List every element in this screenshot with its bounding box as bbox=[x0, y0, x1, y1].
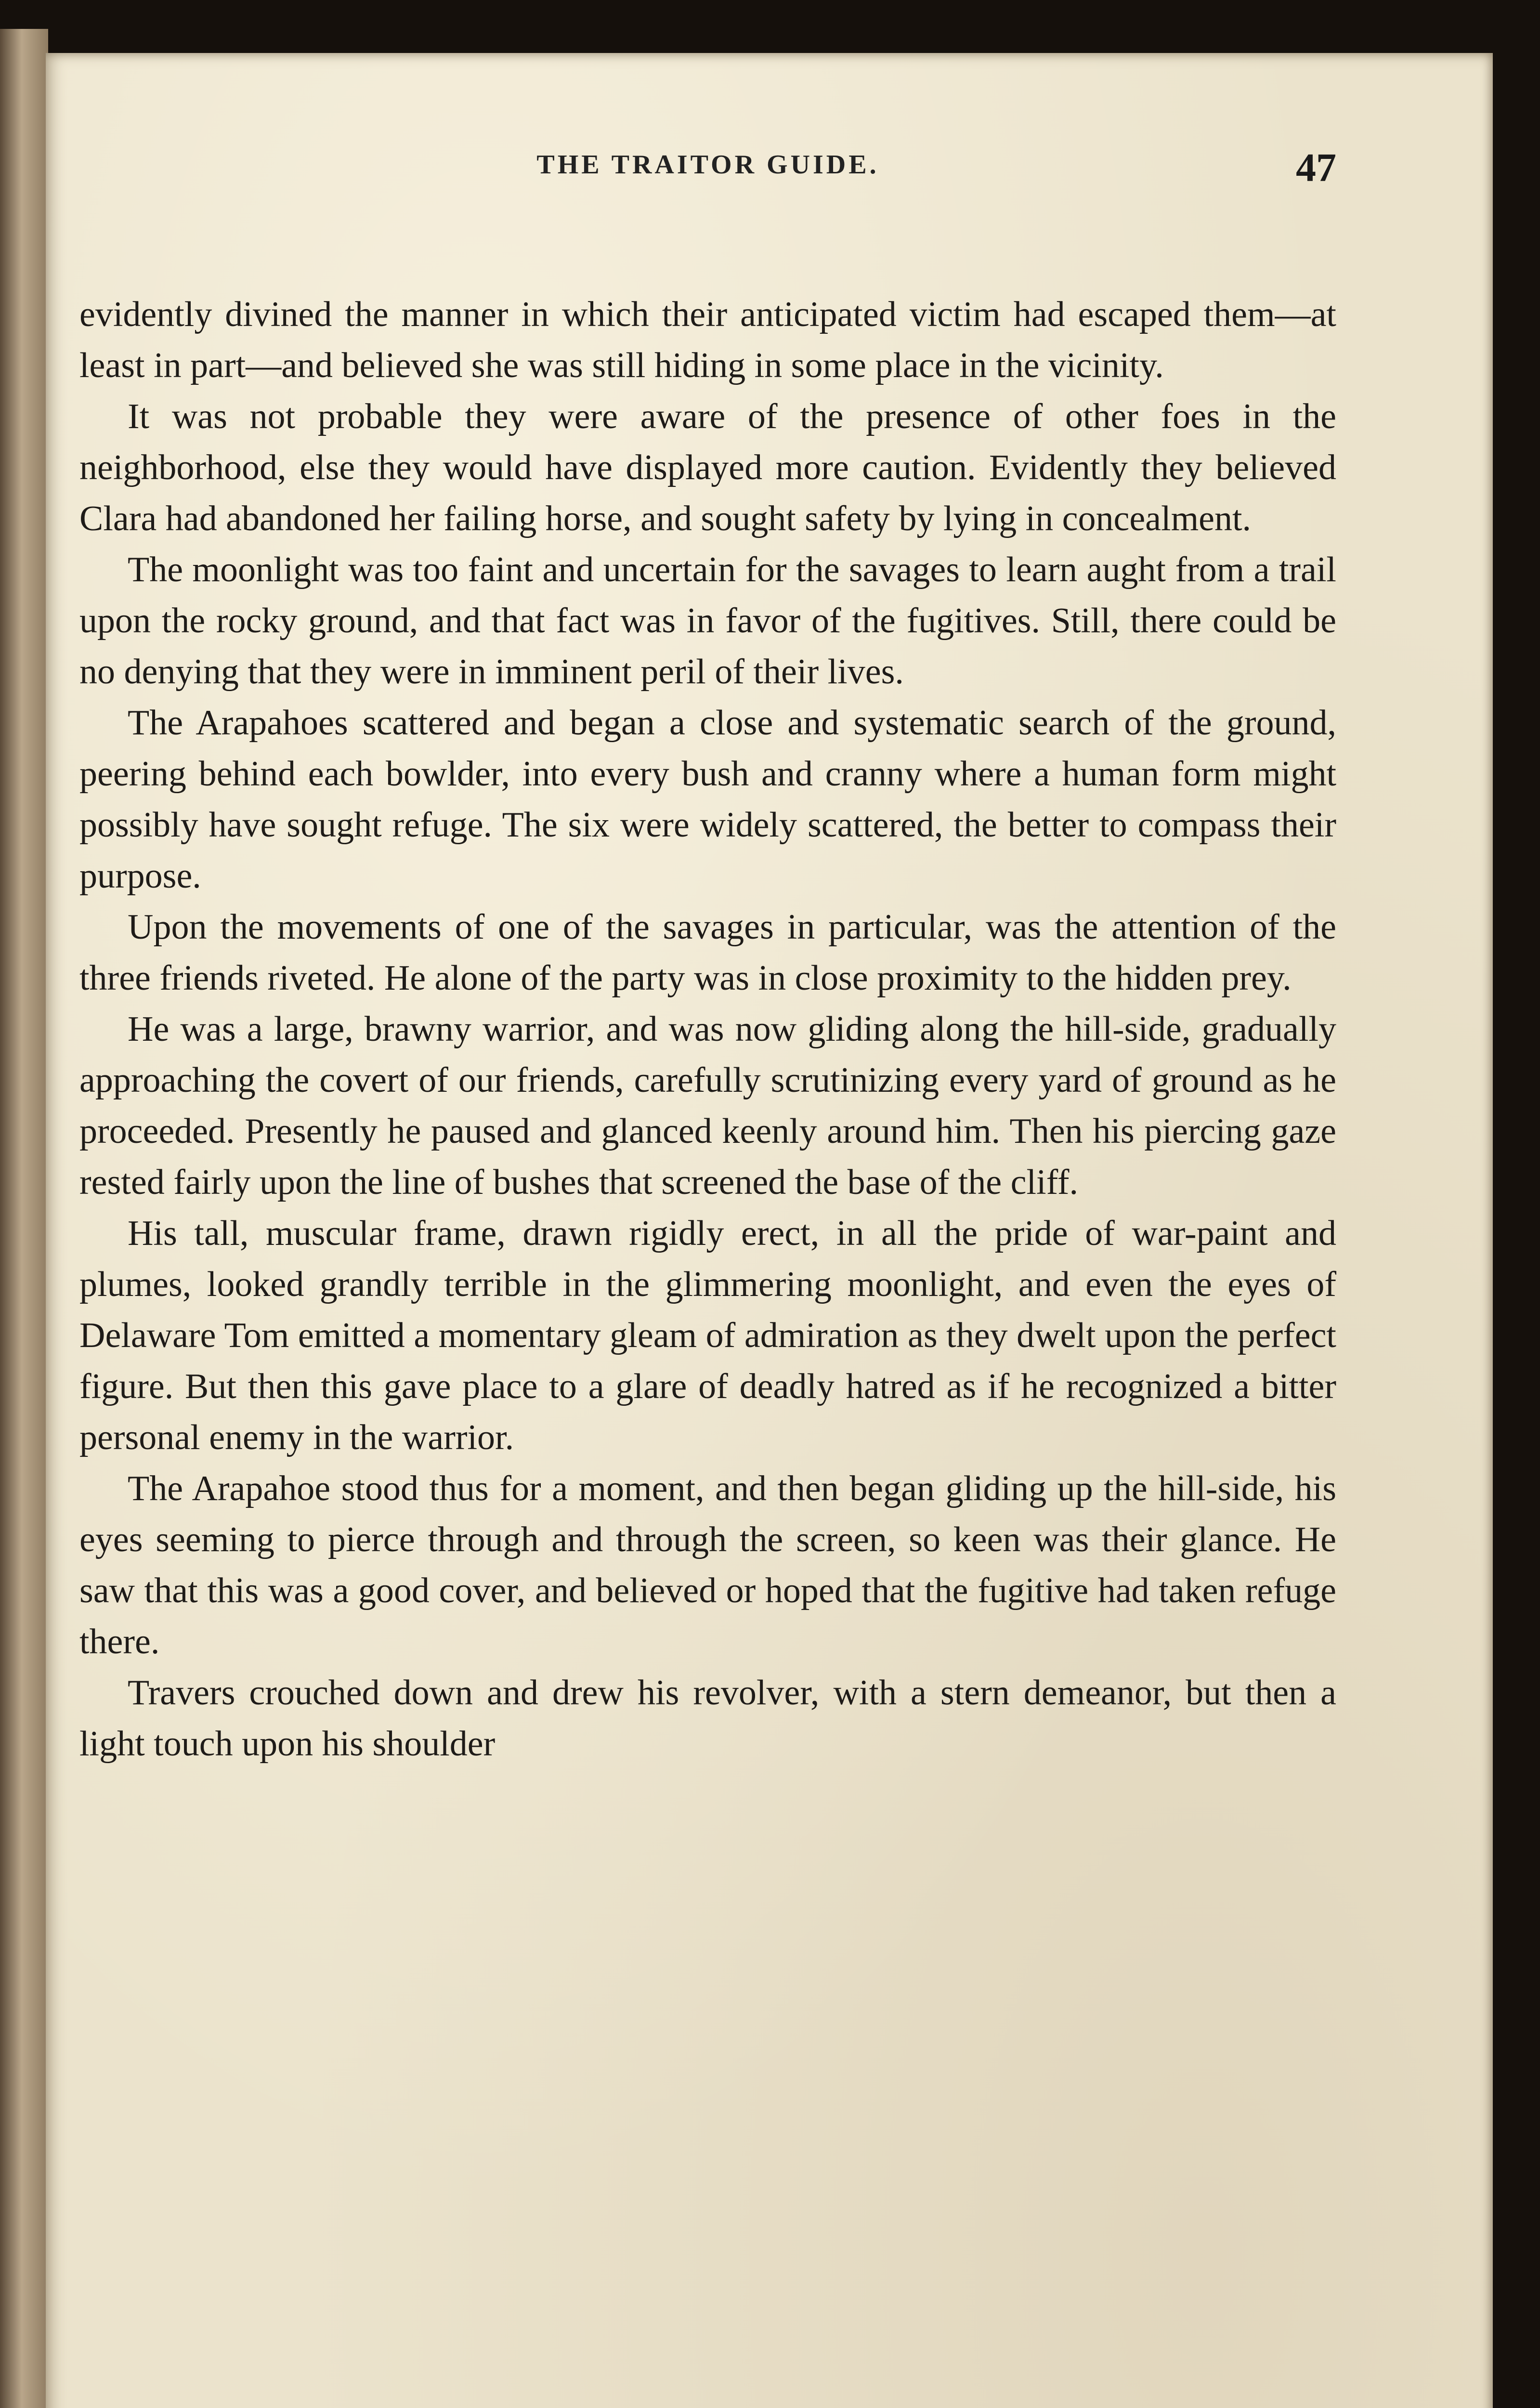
paragraph: Upon the movements of one of the savages in particular, was the attention of the three friends riveted. He alone of the party was in close proximity to the hidden prey. bbox=[79, 907, 1336, 998]
page-header bbox=[79, 144, 1336, 202]
paragraph: He was a large, brawny warrior, and was now gliding along the hill-side, gradually approaching the covert of our friends, carefully scrutinizing every yard of ground as he proceeded. Presently he paused and glanced keenly around him. Then his piercing gaze rested fairly upon the line of bushes that screened the base of the cliff. bbox=[79, 1009, 1336, 1202]
paragraph: His tall, muscular frame, drawn rigidly erect, in all the pride of war-paint and plumes, looked grandly terrible in the glimmering moonlight, and even the eyes of Delaware Tom emitted a momentary gleam of admiration as they dwelt upon the perfect figure. But then this gave place to a glare of deadly hatred as if he recognized a bitter personal enemy in the warrior. bbox=[79, 1214, 1336, 1457]
paragraph: The Arapahoes scattered and began a close and systematic search of the ground, peering behind each bowlder, into every bush and cranny where a human form might possibly have sought refuge. The six were widely scattered, the better to compass their purpose. bbox=[79, 703, 1336, 896]
paragraph: evidently divined the manner in which their anticipated victim had escaped them—at least in part—and believed she was still hiding in some place in the vicinity. bbox=[79, 295, 1336, 385]
paragraph: The moonlight was too faint and uncertain for the savages to learn aught from a trail upon the rocky ground, and that fact was in favor of the fugitives. Still, there could be no denying that they were in imminent peril of their lives. bbox=[79, 550, 1336, 692]
page-number: 47 bbox=[1296, 145, 1336, 190]
paragraph: Travers crouched down and drew his revolver, with a stern demeanor, but then a light touch upon his shoulder bbox=[79, 1673, 1336, 1764]
paragraph: It was not probable they were aware of the presence of other foes in the neighborhood, else they would have displayed more caution. Evidently they believed Clara had abandoned her failing horse, and sought safety by lying in concealment. bbox=[79, 397, 1336, 538]
paragraph: The Arapahoe stood thus for a moment, and then began gliding up the hill-side, his eyes seeming to pierce through and through the screen, so keen was their glance. He saw that this was a good cover, and believed or hoped that the fugitive had taken refuge there. bbox=[79, 1469, 1336, 1662]
body-text bbox=[79, 289, 1336, 1769]
running-head: THE TRAITOR GUIDE. bbox=[536, 150, 879, 180]
book-spine-edge bbox=[0, 29, 48, 2408]
